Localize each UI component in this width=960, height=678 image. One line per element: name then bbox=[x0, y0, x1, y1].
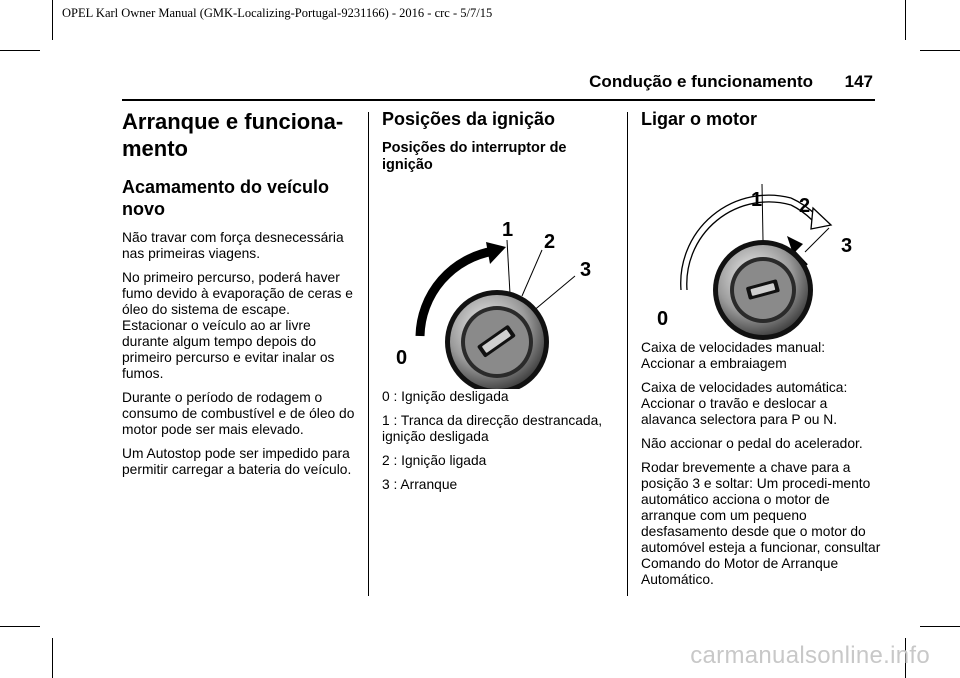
paragraph: Rodar brevemente a chave para a posição 3 e soltar: Um procedi-mento automático acciona o motor de arranque com um pequeno desfasamento desde que o motor do automóvel esteja a funcionar, consultar Comando do Motor de Arranque Automático. bbox=[641, 460, 881, 587]
paragraph: No primeiro percurso, poderá haver fumo devido à evaporação de ceras e óleo do sistema de escape. Estacionar o veículo ao ar livre durante algum tempo depois do primeiro percurso e evitar inalar os fumos. bbox=[122, 270, 353, 381]
paragraph: Caixa de velocidades automática: Accionar o travão e deslocar a alavanca selectora para P ou N. bbox=[641, 380, 848, 427]
crop-mark bbox=[0, 50, 40, 51]
crop-mark bbox=[52, 0, 53, 40]
crop-mark bbox=[920, 50, 960, 51]
crop-mark bbox=[0, 626, 40, 627]
figure-label: 3 bbox=[580, 259, 592, 281]
column-divider bbox=[368, 112, 369, 596]
paragraph: Um Autostop pode ser impedido para permitir carregar a bateria do veículo. bbox=[122, 446, 352, 477]
figure-label: 0 bbox=[396, 347, 408, 369]
crop-mark bbox=[52, 638, 53, 678]
section-title: Condução e funcionamento bbox=[589, 72, 813, 91]
paragraph: Não travar com força desnecessária nas primeiras viagens. bbox=[122, 230, 344, 261]
position-item: 0 : Ignição desligada bbox=[382, 389, 509, 404]
paragraph: Não accionar o pedal do acelerador. bbox=[641, 436, 863, 451]
section-heading: Posições da ignição bbox=[382, 109, 556, 129]
document-meta: OPEL Karl Owner Manual (GMK-Localizing-Portugal-9231166) - 2016 - crc - 5/7/15 bbox=[62, 6, 493, 20]
figure-label: 2 bbox=[544, 231, 556, 253]
ignition-switch-figure bbox=[382, 184, 618, 389]
header-rule bbox=[122, 99, 875, 101]
position-item: 3 : Arranque bbox=[382, 477, 458, 492]
paragraph: Caixa de velocidades manual: Accionar a embraiagem bbox=[641, 340, 826, 371]
column-1 bbox=[122, 108, 358, 486]
figure-label: 1 bbox=[751, 189, 763, 211]
subsection-heading: Posições do interruptor de ignição bbox=[382, 140, 567, 173]
subsection-heading: Acamamento do veículo novo bbox=[122, 177, 330, 219]
column-divider bbox=[627, 112, 628, 596]
crop-mark bbox=[905, 0, 906, 40]
position-item: 2 : Ignição ligada bbox=[382, 453, 487, 468]
position-item: 1 : Tranca da direcção destrancada, ignição desligada bbox=[382, 413, 603, 444]
crop-mark bbox=[920, 626, 960, 627]
column-2 bbox=[382, 108, 618, 501]
figure-label: 2 bbox=[799, 195, 811, 217]
section-heading: Arranque e funciona-mento bbox=[122, 109, 344, 161]
watermark: carmanualsonline.info bbox=[690, 642, 930, 669]
figure-label: 3 bbox=[841, 235, 853, 257]
section-heading: Ligar o motor bbox=[641, 109, 757, 129]
engine-start-figure bbox=[641, 140, 877, 340]
figure-label: 1 bbox=[502, 219, 514, 241]
paragraph: Durante o período de rodagem o consumo de combustível e de óleo do motor pode ser mais elevado. bbox=[122, 390, 355, 437]
column-3 bbox=[641, 108, 881, 596]
figure-label: 0 bbox=[657, 308, 669, 330]
page-number: 147 bbox=[844, 72, 873, 91]
